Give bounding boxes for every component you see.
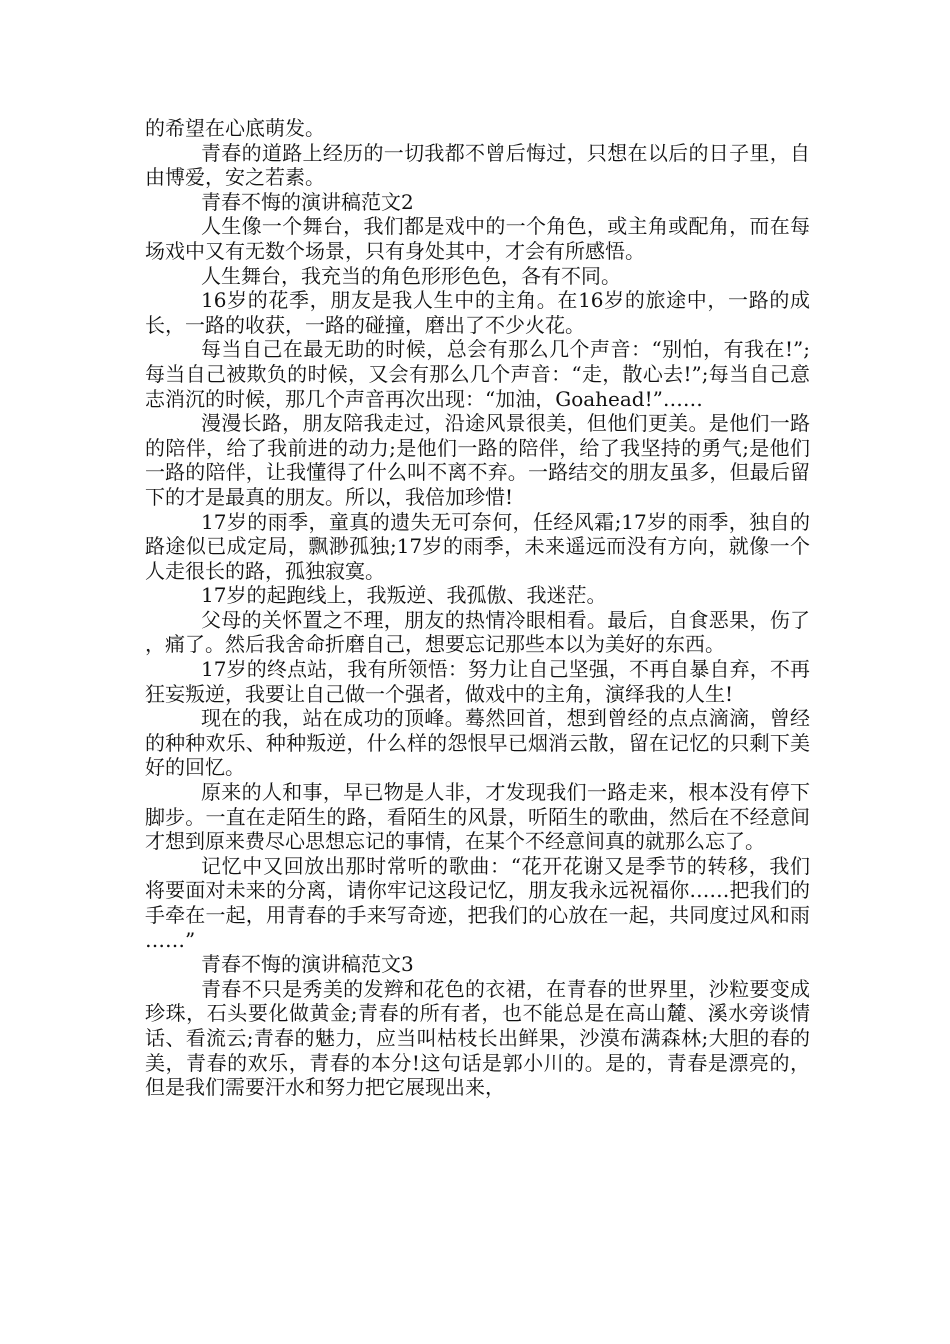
paragraph: 漫漫长路，朋友陪我走过，沿途风景很美，但他们更美。是他们一路的陪伴，给了我前进的动力;是他们一路的陪伴，给了我坚持的勇气;是他们一路的陪伴，让我懂得了什么叫不离不弃。一路结交的朋友虽多，但最后留下的才是最真的朋友。所以，我倍加珍惜! [145,411,810,509]
paragraph: 原来的人和事，早已物是人非，才发现我们一路走来，根本没有停下脚步。一直在走陌生的路，看陌生的风景，听陌生的歌曲，然后在不经意间才想到原来费尽心思想忘记的事情，在某个不经意间真的就那么忘了。 [145,780,810,854]
paragraph: 现在的我，站在成功的顶峰。蓦然回首，想到曾经的点点滴滴，曾经的种种欢乐、种种叛逆，什么样的怨恨早已烟消云散，留在记忆的只剩下美好的回忆。 [145,706,810,780]
paragraph: 父母的关怀置之不理，朋友的热情冷眼相看。最后，自食恶果，伤了，痛了。然后我舍命折磨自己，想要忘记那些本以为美好的东西。 [145,607,810,657]
section-heading: 青春不悔的演讲稿范文3 [201,952,414,977]
paragraph: 人生舞台，我充当的角色形形色色，各有不同。 [201,263,621,288]
paragraph: 青春的道路上经历的一切我都不曾后悔过，只想在以后的日子里，自由博爱，安之若素。 [145,140,810,190]
paragraph: 每当自己在最无助的时候，总会有那么几个声音：“别怕，有我在!”;每当自己被欺负的时候，又会有那么几个声音：“走，散心去!”;每当自己意志消沉的时候，那几个声音再次出现：“加油，Goahead!”…… [145,337,810,411]
section-heading: 青春不悔的演讲稿范文2 [201,189,414,214]
document-body [145,116,810,1100]
paragraph: 记忆中又回放出那时常听的歌曲：“花开花谢又是季节的转移，我们将要面对未来的分离，请你牢记这段记忆，朋友我永远祝福你……把我们的手牵在一起，用青春的手来写奇迹，把我们的心放在一起，共同度过风和雨……” [145,853,810,952]
paragraph: 17岁的终点站，我有所领悟：努力让自己坚强，不再自暴自弃，不再狂妄叛逆，我要让自己做一个强者，做戏中的主角，演绎我的人生! [145,657,810,706]
paragraph: 17岁的雨季，童真的遗失无可奈何，任经风霜;17岁的雨季，独自的路途似已成定局，飘渺孤独;17岁的雨季，未来遥远而没有方向，就像一个人走很长的路，孤独寂寞。 [145,509,810,583]
paragraph: 17岁的起跑线上，我叛逆、我孤傲、我迷茫。 [201,583,607,608]
paragraph: 人生像一个舞台，我们都是戏中的一个角色，或主角或配角，而在每场戏中又有无数个场景，只有身处其中，才会有所感悟。 [145,214,810,263]
paragraph-continuation: 的希望在心底萌发。 [145,116,325,140]
paragraph: 16岁的花季，朋友是我人生中的主角。在16岁的旅途中，一路的成长，一路的收获，一路的碰撞，磨出了不少火花。 [145,288,810,337]
paragraph: 青春不只是秀美的发辫和花色的衣裙，在青春的世界里，沙粒要变成珍珠，石头要化做黄金;青春的所有者，也不能总是在高山麓、溪水旁谈情话、看流云;青春的魅力，应当叫枯枝长出鲜果，沙漠布满森林;大胆的春的美，青春的欢乐，青春的本分!这句话是郭小川的。是的，青春是漂亮的，但是我们需要汗水和努力把它展现出来， [145,976,810,1100]
